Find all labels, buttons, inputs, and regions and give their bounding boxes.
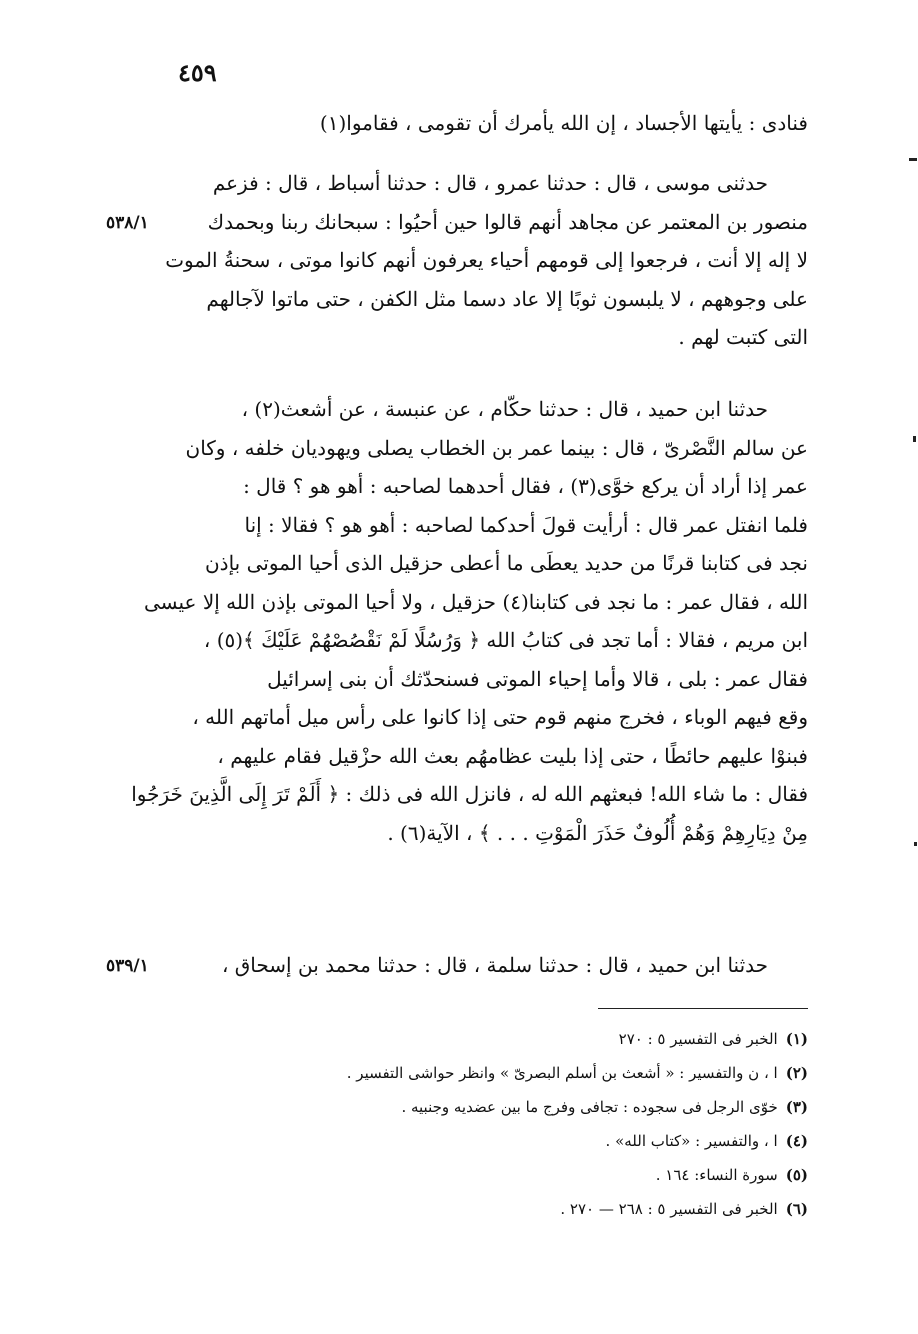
- footnote-divider: [598, 1008, 808, 1009]
- footnote-text: الخبر فى التفسير ٥ : ٢٧٠: [618, 1030, 778, 1048]
- text-line: عمر إذا أراد أن يركع خوَّى(٣) ، فقال أحدهما لصاحبه : أهو هو ؟ قال :: [243, 474, 808, 498]
- margin-reference: ٥٣٩/١: [106, 956, 149, 976]
- text-line: على وجوههم ، لا يلبسون ثوبًا إلا عاد دسما مثل الكفن ، حتى ماتوا لآجالهم: [206, 286, 808, 311]
- footnote-item: [180, 1192, 808, 1226]
- text-line: فنادى : يأيتها الأجساد ، إن الله يأمرك أن تقومى ، فقاموا(١): [319, 111, 808, 135]
- footnote-item: [180, 1124, 808, 1158]
- paragraph-intro: [182, 104, 808, 143]
- text-line: التى كتبت لهم .: [678, 325, 808, 349]
- footnote-number: (١): [785, 1030, 808, 1048]
- paragraph-ibn-humaid-narration: [131, 390, 808, 852]
- text-line: ابن مريم ، فقالا : أما تجد فى كتابُ الله ﴿ وَرُسُلًا لَمْ نَقْصُصْهُمْ عَلَيْكَ ﴾(٥) ،: [203, 628, 808, 652]
- scan-edge-mark: [914, 842, 917, 846]
- footnote-text: ا ، ن والتفسير : « أشعث بن أسلم البصرىّ » وانظر حواشى التفسير .: [346, 1064, 778, 1082]
- text-line: فقال : ما شاء الله! فبعثهم الله له ، فانزل الله فى ذلك : ﴿ أَلَمْ تَرَ إِلَى الَّذِينَ خَرَجُوا: [131, 782, 808, 806]
- footnote-text: الخبر فى التفسير ٥ : ٢٦٨ — ٢٧٠ .: [560, 1200, 778, 1218]
- paragraph-salama-narration: [182, 946, 808, 985]
- text-line: وقع فيهم الوباء ، فخرج منهم قوم حتى إذا كانوا على رأس ميل أماتهم الله ،: [192, 705, 808, 729]
- text-line: فبنوْا عليهم حائطًا ، حتى إذا بليت عظامهُم بعث الله حزْقيل فقام عليهم ،: [217, 743, 808, 768]
- text-line: مِنْ دِيَارِهِمْ وَهُمْ أُلُوفٌ حَذَرَ الْمَوْتِ . . . ﴾ ، الآية(٦) .: [387, 820, 808, 845]
- text-line: عن سالم النَّصْرىّ ، قال : بينما عمر بن الخطاب يصلى ويهوديان خلفه ، وكان: [185, 435, 808, 460]
- scan-edge-mark: [913, 436, 916, 442]
- footnote-number: (٥): [785, 1166, 808, 1184]
- footnote-number: (٤): [785, 1132, 808, 1150]
- footnote-item: [180, 1090, 808, 1124]
- text-line: حدثنى موسى ، قال : حدثنا عمرو ، قال : حدثنا أسباط ، قال : فزعم: [212, 171, 768, 195]
- margin-reference: ٥٣٨/١: [106, 213, 149, 233]
- footnote-number: (٢): [785, 1064, 808, 1082]
- footnote-text: ا ، والتفسير : «كتاب الله» .: [605, 1132, 778, 1150]
- footnote-text: خوّى الرجل فى سجوده : تجافى وفرج ما بين عضديه وجنبيه .: [401, 1098, 778, 1116]
- text-line: الله ، فقال عمر : ما نجد فى كتابنا(٤) حزقيل ، ولا أحيا الموتى بإذن الله إلا عيسى: [144, 589, 808, 614]
- footnote-item: [180, 1022, 808, 1056]
- footnote-text: سورة النساء: ١٦٤ .: [655, 1166, 778, 1184]
- text-line: نجد فى كتابنا قرنًا من حديد يعطَى ما أعطى حزقيل الذى أحيا الموتى بإذن: [204, 551, 808, 575]
- footnote-item: [180, 1158, 808, 1192]
- scan-edge-mark: [909, 158, 917, 161]
- text-line: فقال عمر : بلى ، قالا وأما إحياء الموتى فسنحدّثك أن بنى إسرائيل: [267, 666, 808, 691]
- text-line: فلما انفتل عمر قال : أرأيت قولَ أحدكما لصاحبه : أهو هو ؟ فقالا : إنا: [244, 512, 808, 537]
- footnote-item: [180, 1056, 808, 1090]
- page-number: ٤٥٩: [178, 58, 217, 87]
- text-line: حدثنا ابن حميد ، قال : حدثنا سلمة ، قال : حدثنا محمد بن إسحاق ،: [221, 953, 768, 977]
- footnote-number: (٣): [785, 1098, 808, 1116]
- footnote-number: (٦): [785, 1200, 808, 1218]
- text-line: لا إله إلا أنت ، فرجعوا إلى قومهم أحياء يعرفون أنهم كانوا موتى ، سحنةُ الموت: [165, 248, 808, 272]
- text-line: حدثنا ابن حميد ، قال : حدثنا حكّام ، عن عنبسة ، عن أشعث(٢) ،: [241, 397, 768, 421]
- text-line: منصور بن المعتمر عن مجاهد أنهم قالوا حين أحيُوا : سبحانك ربنا وبحمدك: [207, 209, 808, 234]
- footnotes-section: [180, 1022, 808, 1226]
- paragraph-musa-narration: [165, 164, 808, 357]
